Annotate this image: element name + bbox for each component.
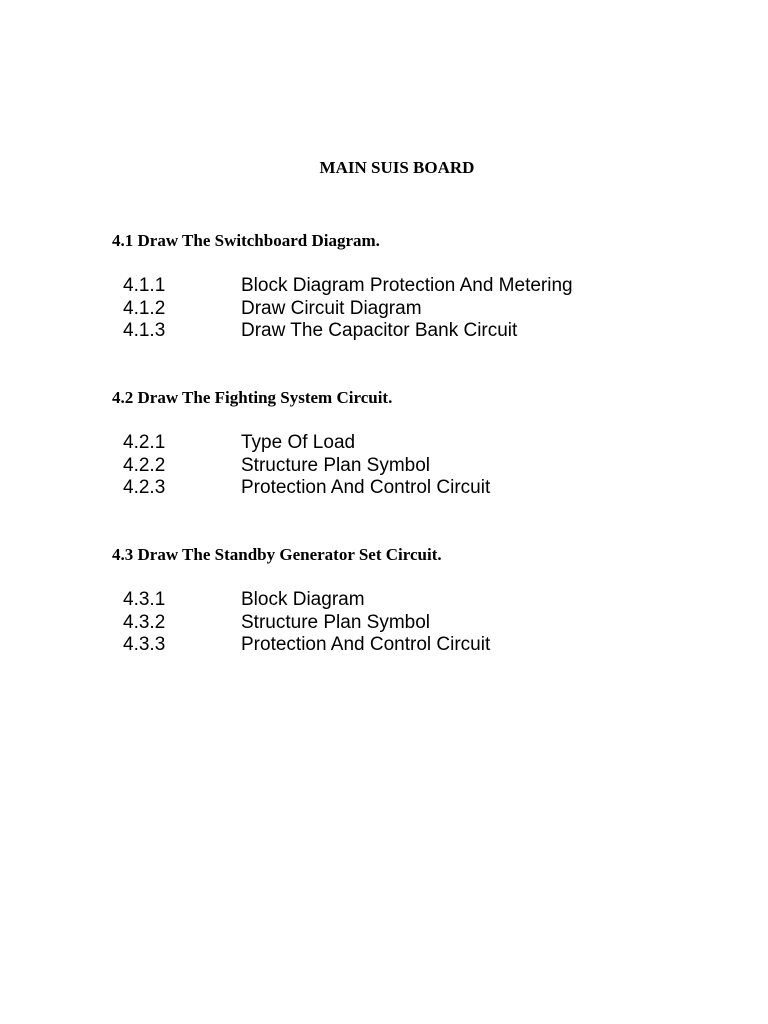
item-number: 4.3.2 bbox=[123, 611, 166, 633]
item-number: 4.2.3 bbox=[123, 477, 166, 498]
item-number: 4.2.2 bbox=[123, 454, 166, 476]
list-item bbox=[112, 634, 732, 657]
section-4-2 bbox=[112, 387, 732, 500]
list-item bbox=[112, 477, 732, 500]
item-text: Protection And Control Circuit bbox=[241, 477, 491, 498]
item-text: Draw The Capacitor Bank Circuit bbox=[241, 320, 518, 341]
list-item bbox=[112, 612, 732, 635]
section-heading: 4.1 Draw The Switchboard Diagram. bbox=[112, 231, 380, 250]
item-number: 4.2.1 bbox=[123, 432, 166, 453]
item-text: Draw Circuit Diagram bbox=[241, 297, 422, 319]
list-item bbox=[112, 298, 732, 321]
item-list bbox=[112, 275, 732, 343]
item-text: Structure Plan Symbol bbox=[241, 454, 431, 476]
item-list bbox=[112, 589, 732, 657]
page-title: MAIN SUIS BOARD bbox=[319, 158, 475, 177]
item-text: Structure Plan Symbol bbox=[241, 611, 431, 633]
item-text: Block Diagram Protection And Metering bbox=[241, 275, 573, 296]
item-number: 4.1.2 bbox=[123, 297, 166, 319]
list-item bbox=[112, 432, 732, 455]
item-text: Type Of Load bbox=[241, 432, 356, 453]
item-text: Protection And Control Circuit bbox=[241, 634, 491, 655]
item-number: 4.3.3 bbox=[123, 634, 166, 655]
item-list bbox=[112, 432, 732, 500]
list-item bbox=[112, 275, 732, 298]
item-number: 4.1.1 bbox=[123, 275, 166, 296]
section-heading: 4.2 Draw The Fighting System Circuit. bbox=[112, 388, 393, 407]
list-item bbox=[112, 320, 732, 343]
section-4-3 bbox=[112, 544, 732, 657]
list-item bbox=[112, 589, 732, 612]
item-number: 4.1.3 bbox=[123, 320, 166, 341]
item-text: Block Diagram bbox=[241, 589, 365, 610]
list-item bbox=[112, 455, 732, 478]
section-4-1 bbox=[112, 230, 732, 343]
item-number: 4.3.1 bbox=[123, 589, 166, 610]
section-heading: 4.3 Draw The Standby Generator Set Circuit. bbox=[112, 545, 442, 564]
